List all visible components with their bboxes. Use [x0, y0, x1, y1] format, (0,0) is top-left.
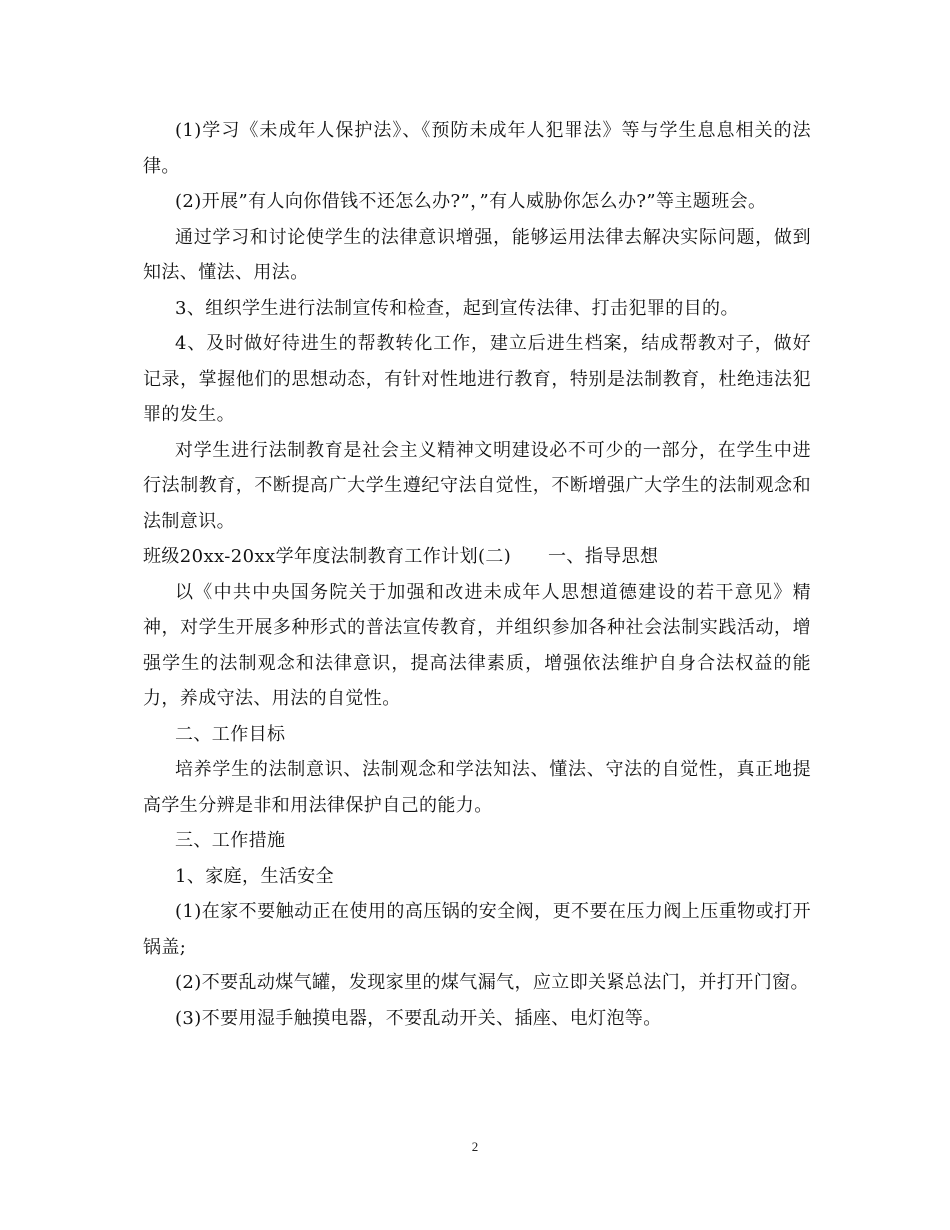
paragraph-guiding-thought: 以《中共中央国务院关于加强和改进未成年人思想道德建设的若干意见》精神，对学生开展多种形式的普法宣传教育，并组织参加各种社会法制实践活动，增强学生的法制观念和法律意识，提高法律素质，增强依法维护自身合法权益的能力，养成守法、用法的自觉性。: [143, 581, 811, 709]
heading-home-safety: 1、家庭，生活安全: [175, 865, 335, 887]
paragraph-class-meeting: (2)开展”有人向你借钱不还怎么办?”，”有人威胁你怎么办?”等主题班会。: [175, 191, 767, 212]
paragraph-work-goals: 培养学生的法制意识、法制观念和学法知法、懂法、守法的自觉性，真正地提高学生分辨是非和用法律保护自己的能力。: [143, 759, 811, 816]
page-number: 2: [471, 1139, 479, 1154]
paragraph-gas-tank: (2)不要乱动煤气罐，发现家里的煤气漏气，应立即关紧总法门，并打开门窗。: [175, 972, 809, 993]
paragraph-electrical-safety: (3)不要用湿手触摸电器，不要乱动开关、插座、电灯泡等。: [175, 1007, 662, 1029]
paragraph-legal-awareness: 通过学习和讨论使学生的法律意识增强，能够运用法律去解决实际问题，做到知法、懂法、用法。: [143, 226, 811, 283]
paragraph-item-3: 3、组织学生进行法制宣传和检查，起到宣传法律、打击犯罪的目的。: [175, 297, 739, 319]
paragraph-law-study: (1)学习《未成年人保护法》、《预防未成年人犯罪法》等与学生息息相关的法律。: [143, 120, 811, 177]
paragraph-pressure-cooker: (1)在家不要触动正在使用的高压锅的安全阀，更不要在压力阀上压重物或打开锅盖;: [143, 901, 811, 958]
heading-work-measures: 三、工作措施: [175, 830, 286, 851]
paragraph-summary: 对学生进行法制教育是社会主义精神文明建设必不可少的一部分，在学生中进行法制教育，不断提高广大学生遵纪守法自觉性，不断增强广大学生的法制观念和法制意识。: [143, 439, 811, 532]
heading-work-goals: 二、工作目标: [175, 723, 286, 745]
document-body: [143, 113, 811, 1036]
section-title-plan-two: 班级20xx-20xx学年度法制教育工作计划(二) 一、指导思想: [143, 546, 659, 567]
paragraph-item-4: 4、及时做好待进生的帮教转化工作，建立后进生档案，结成帮教对子，做好记录，掌握他们的思想动态，有针对性地进行教育，特别是法制教育，杜绝违法犯罪的发生。: [143, 333, 811, 425]
